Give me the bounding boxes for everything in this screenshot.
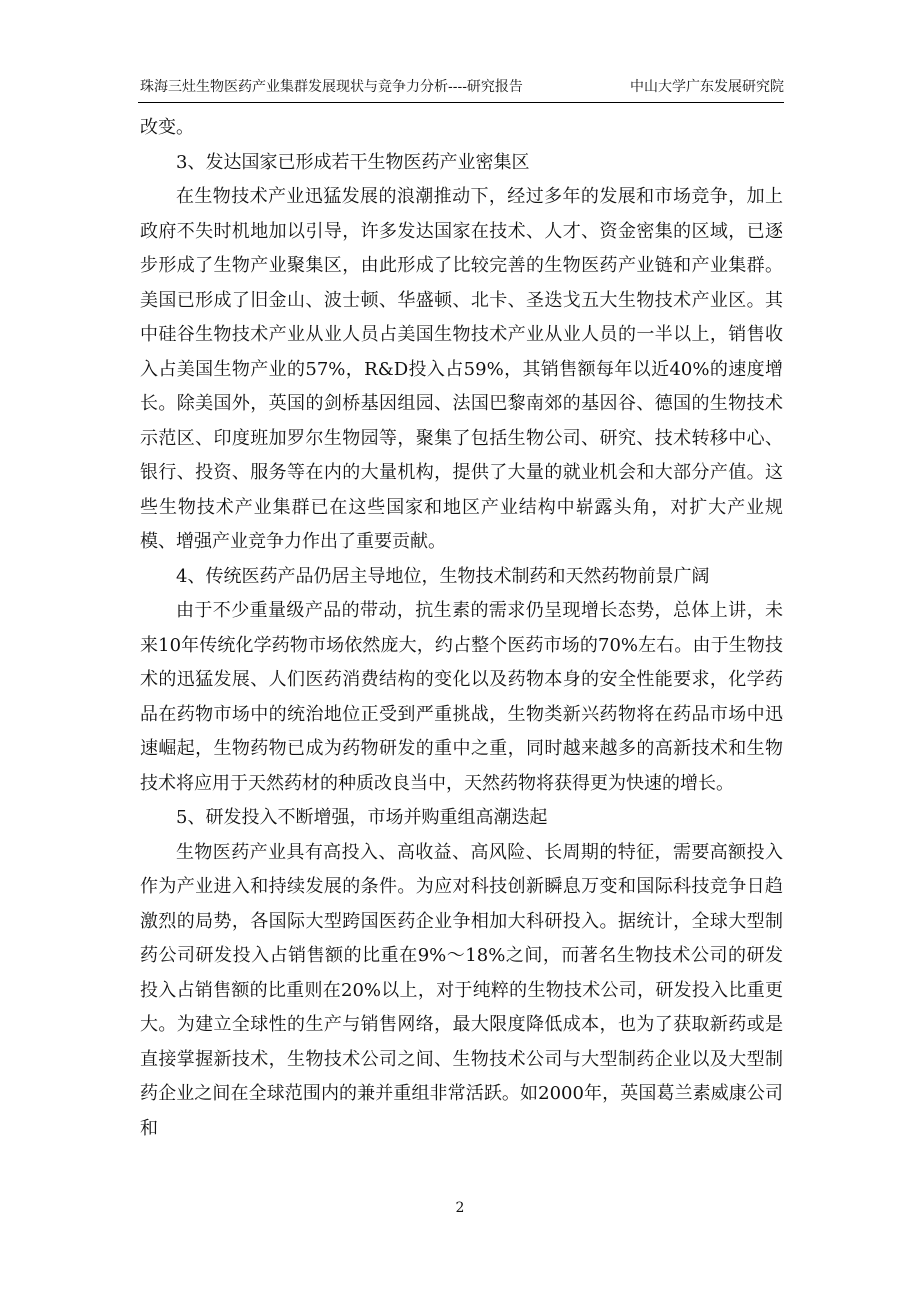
section-heading-3: 3、发达国家已形成若干生物医药产业密集区 [176, 151, 530, 173]
paragraph-biomedical-clusters: 在生物技术产业迅猛发展的浪潮推动下，经过多年的发展和市场竞争，加上政府不失时机地加以引导，许多发达国家在技术、人才、资金密集的区域，已逐步形成了生物产业聚集区，由此形成了比较完善的生物医药产业链和产业集群。美国已形成了旧金山、波士顿、华盛顿、北卡、圣迭戈五大生物技术产业区。其中硅谷生物技术产业从业人员占美国生物技术产业从业人员的一半以上，销售收入占美国生物产业的57%，R&D投入占59%，其销售额每年以近40%的速度增长。除美国外，英国的剑桥基因组园、法国巴黎南郊的基因谷、德国的生物技术示范区、印度班加罗尔生物园等，聚集了包括生物公司、研究、技术转移中心、银行、投资、服务等在内的大量机构，提供了大量的就业机会和大部分产值。这些生物技术产业集群已在这些国家和地区产业结构中崭露头角，对扩大产业规模、增强产业竞争力作出了重要贡献。 [140, 186, 783, 552]
section-heading-5: 5、研发投入不断增强，市场并购重组高潮迭起 [176, 807, 548, 828]
body-text [140, 111, 783, 1146]
section-heading-4: 4、传统医药产品仍居主导地位，生物技术制药和天然药物前景广阔 [176, 565, 710, 587]
paragraph-continuation: 改变。 [140, 117, 194, 138]
page-number: 2 [455, 1200, 465, 1216]
running-header [138, 74, 784, 104]
header-rule [138, 102, 784, 103]
paragraph-rd-investment: 生物医药产业具有高投入、高收益、高风险、长周期的特征，需要高额投入作为产业进入和持续发展的条件。为应对科技创新瞬息万变和国际科技竞争日趋激烈的局势，各国际大型跨国医药企业争相加大科研投入。据统计，全球大型制药公司研发投入占销售额的比重在9%～18%之间，而著名生物技术公司的研发投入占销售额的比重则在20%以上，对于纯粹的生物技术公司，研发投入比重更大。为建立全球性的生产与销售网络，最大限度降低成本，也为了获取新药或是直接掌握新技术，生物技术公司之间、生物技术公司与大型制药企业以及大型制药企业之间在全球范围内的兼并重组非常活跃。如2000年，英国葛兰素威康公司和 [140, 841, 783, 1139]
header-institution: 中山大学广东发展研究院 [630, 79, 784, 95]
header-report-title: 珠海三灶生物医药产业集群发展现状与竞争力分析----研究报告 [140, 79, 523, 95]
paragraph-traditional-medicine: 由于不少重量级产品的带动，抗生素的需求仍呈现增长态势，总体上讲，未来10年传统化学药物市场依然庞大，约占整个医药市场的70%左右。由于生物技术的迅猛发展、人们医药消费结构的变化以及药物本身的安全性能要求，化学药品在药物市场中的统治地位正受到严重挑战，生物类新兴药物将在药品市场中迅速崛起，生物药物已成为药物研发的重中之重，同时越来越多的高新技术和生物技术将应用于天然药材的种质改良当中，天然药物将获得更为快速的增长。 [140, 600, 783, 794]
